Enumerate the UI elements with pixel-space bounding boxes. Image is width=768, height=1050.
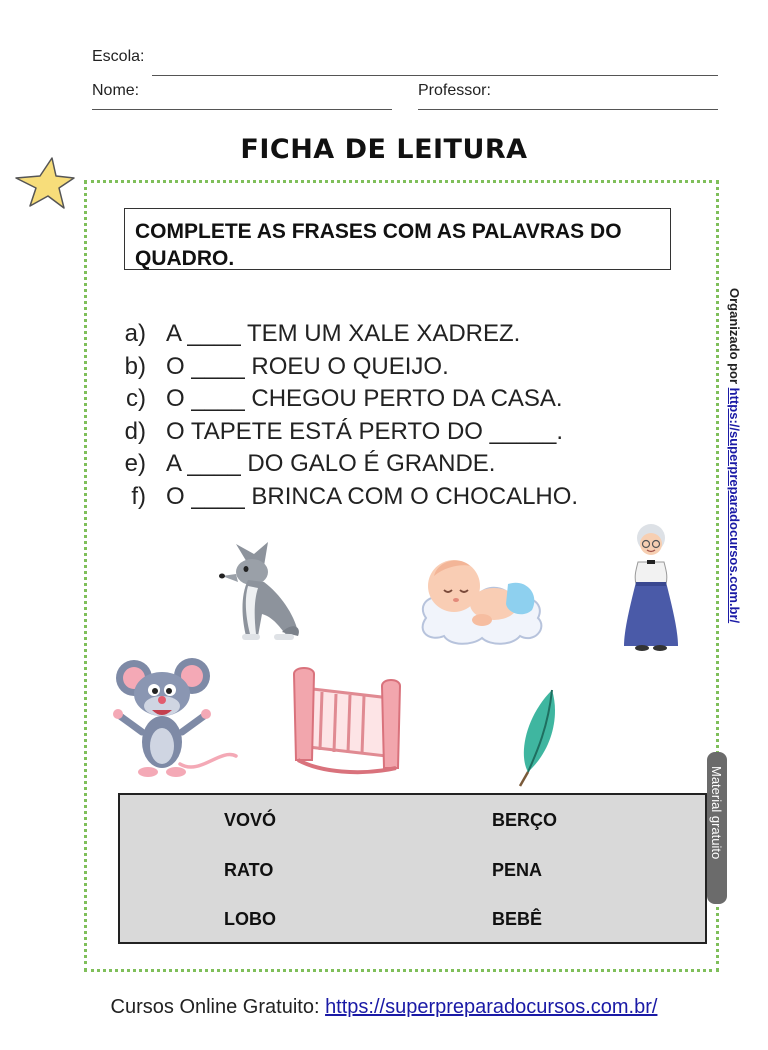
school-line [152, 75, 718, 76]
name-label: Nome: [92, 82, 140, 99]
sentence-list [110, 318, 670, 513]
word-option: LOBO [224, 909, 276, 929]
sentence-letter: f) [131, 482, 146, 510]
word-option: VOVÓ [224, 810, 277, 830]
word-option: BERÇO [492, 810, 558, 830]
sentence-d [110, 416, 670, 449]
sentence-text: A ____ DO GALO É GRANDE. [166, 450, 496, 477]
sentence-letter: d) [124, 417, 146, 445]
sentence-text: O ____ BRINCA COM O CHOCALHO. [166, 482, 579, 510]
side-credit-label: Organizado por [727, 288, 742, 388]
sentence-letter: a) [124, 320, 146, 347]
sentence-c [110, 383, 670, 416]
sentence-text: A ____ TEM UM XALE XADREZ. [166, 320, 521, 347]
footer-label: Cursos Online Gratuito: [110, 996, 326, 1018]
word-option: PENA [492, 860, 543, 880]
sentence-text: O ____ CHEGOU PERTO DA CASA. [166, 385, 563, 412]
feather-image [512, 688, 560, 788]
name-line [92, 109, 392, 110]
material-gratuito-tab[interactable] [707, 752, 727, 904]
sentence-letter: b) [124, 352, 146, 380]
star-icon [12, 156, 76, 212]
instruction-text: COMPLETE AS FRASES COM AS PALAVRAS DO QUADRO. [135, 220, 622, 270]
footer-link[interactable]: https://superpreparadocursos.com.br/ [325, 996, 658, 1018]
instruction-box [124, 208, 671, 270]
tab-label: Material gratuito [709, 766, 724, 860]
page-title: FICHA DE LEITURA [240, 134, 528, 165]
sentence-text: O TAPETE ESTÁ PERTO DO _____. [166, 417, 564, 445]
mouse-image [110, 656, 242, 784]
word-option: BEBÊ [492, 909, 543, 929]
sentence-a [110, 318, 670, 351]
sentence-f [110, 481, 670, 514]
word-option: RATO [224, 860, 274, 880]
sentence-e [110, 448, 670, 481]
sentence-b [110, 351, 670, 384]
baby-image [416, 548, 548, 648]
teacher-line [418, 109, 718, 110]
side-credit-link[interactable]: https://superpreparadocursos.com.br/ [727, 387, 742, 624]
word-box [118, 793, 707, 944]
side-credit [720, 288, 744, 688]
crib-image [290, 664, 402, 776]
grandma-image [620, 520, 682, 652]
sentence-letter: e) [124, 450, 146, 477]
teacher-label: Professor: [418, 82, 491, 99]
sentence-letter: c) [126, 385, 146, 412]
footer [0, 996, 768, 1019]
school-label: Escola: [92, 48, 145, 65]
wolf-image [218, 536, 302, 644]
sentence-text: O ____ ROEU O QUEIJO. [166, 352, 449, 380]
